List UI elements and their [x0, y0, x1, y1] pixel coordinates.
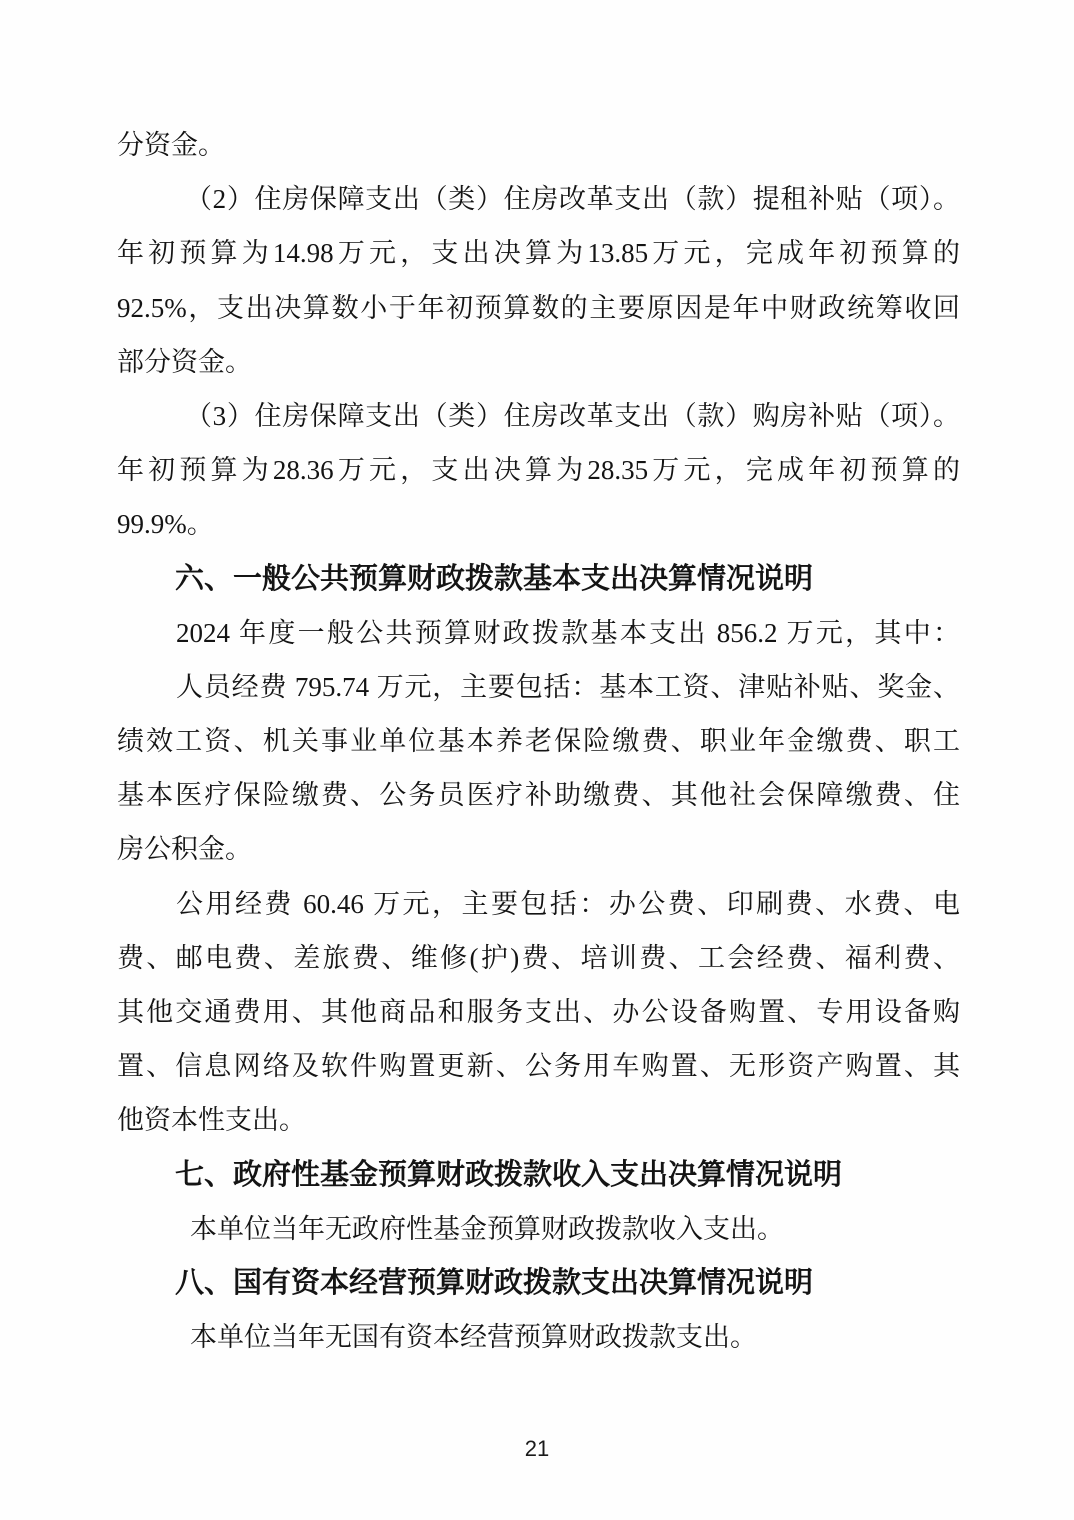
body-line: 年初预算为28.36万元，支出决算为28.35万元，完成年初预算的: [117, 455, 960, 486]
body-line: 2024 年度一般公共预算财政拨款基本支出 856.2 万元，其中：: [176, 617, 960, 648]
body-line: 92.5%，支出决算数小于年初预算数的主要原因是年中财政统筹收回: [117, 292, 960, 323]
page-footer: [0, 1436, 1074, 1462]
body-line: 分资金。: [117, 130, 225, 160]
section-heading-8: 八、国有资本经营预算财政拨款支出决算情况说明: [175, 1266, 814, 1299]
body-line: 部分资金。: [117, 346, 252, 377]
body-line: 房公积金。: [117, 834, 252, 865]
page-number: 21: [524, 1436, 550, 1461]
body-line: 年初预算为14.98万元，支出决算为13.85万元，完成年初预算的: [117, 238, 960, 269]
body-line: 本单位当年无政府性基金预算财政拨款收入支出。: [190, 1213, 784, 1244]
body-line: 公用经费 60.46 万元，主要包括：办公费、印刷费、水费、电: [176, 888, 960, 919]
section-heading-6: 六、一般公共预算财政拨款基本支出决算情况说明: [175, 562, 814, 595]
body-line: 人员经费 795.74 万元，主要包括：基本工资、津贴补贴、奖金、: [176, 671, 960, 702]
body-line: 置、信息网络及软件购置更新、公务用车购置、无形资产购置、其: [117, 1051, 960, 1082]
body-line: 其他交通费用、其他商品和服务支出、办公设备购置、专用设备购: [117, 997, 960, 1027]
body-line: （2）住房保障支出（类）住房改革支出（款）提租补贴（项）。: [185, 184, 960, 215]
body-line: 本单位当年无国有资本经营预算财政拨款支出。: [190, 1322, 757, 1353]
section-heading-7: 七、政府性基金预算财政拨款收入支出决算情况说明: [175, 1158, 843, 1191]
document-body: [117, 118, 960, 1364]
body-line: 费、邮电费、差旅费、维修(护)费、培训费、工会经费、福利费、: [117, 942, 960, 973]
body-line: 绩效工资、机关事业单位基本养老保险缴费、职业年金缴费、职工: [117, 726, 960, 757]
body-line: 基本医疗保险缴费、公务员医疗补助缴费、其他社会保障缴费、住: [117, 780, 960, 811]
body-line: 99.9%。: [117, 509, 214, 540]
body-line: （3）住房保障支出（类）住房改革支出（款）购房补贴（项）。: [185, 400, 960, 431]
body-line: 他资本性支出。: [117, 1105, 306, 1136]
